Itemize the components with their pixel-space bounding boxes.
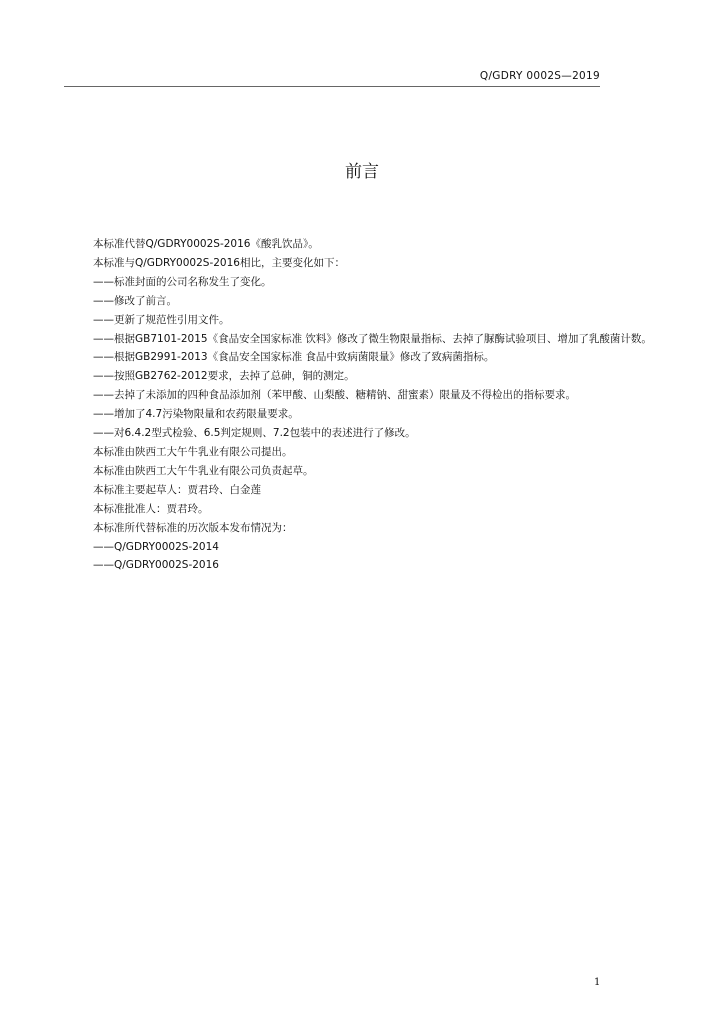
page-number: 1 xyxy=(594,977,601,988)
change-item: ——根据GB2991-2013《食品安全国家标准 食品中致病菌限量》修改了致病菌指标。 xyxy=(93,351,495,364)
standard-code: Q/GDRY 0002S—2019 xyxy=(479,70,600,82)
foreword-body xyxy=(67,235,663,575)
change-item: ——修改了前言。 xyxy=(93,294,177,307)
change-item: ——增加了4.7污染物限量和农药限量要求。 xyxy=(93,408,299,421)
change-item: ——根据GB7101-2015《食品安全国家标准 饮料》修改了微生物限量指标、去掉了脲酶试验项目、增加了乳酸菌计数。 xyxy=(93,332,652,345)
page-title: 前言 xyxy=(345,162,379,182)
paragraph-history-intro: 本标准所代替标准的历次版本发布情况为： xyxy=(93,521,293,534)
change-item: ——按照GB2762-2012要求，去掉了总砷，铜的测定。 xyxy=(93,370,355,383)
paragraph-proposer: 本标准由陕西工大午牛乳业有限公司提出。 xyxy=(93,445,293,458)
change-item: ——更新了规范性引用文件。 xyxy=(93,313,230,326)
paragraph-approver: 本标准批准人：贾君玲。 xyxy=(93,502,209,515)
change-item: ——标准封面的公司名称发生了变化。 xyxy=(93,275,272,288)
paragraph-main-drafters: 本标准主要起草人：贾君玲、白金莲 xyxy=(93,483,261,496)
change-item: ——对6.4.2型式检验、6.5判定规则、7.2包装中的表述进行了修改。 xyxy=(93,427,416,440)
history-item: ——Q/GDRY0002S-2016 xyxy=(93,559,219,572)
paragraph-changes-intro: 本标准与Q/GDRY0002S-2016相比，主要变化如下： xyxy=(93,256,345,269)
history-item: ——Q/GDRY0002S-2014 xyxy=(93,540,219,553)
change-item: ——去掉了未添加的四种食品添加剂（苯甲酸、山梨酸、糖精钠、甜蜜素）限量及不得检出的指标要求。 xyxy=(93,389,576,402)
paragraph-drafter: 本标准由陕西工大午牛乳业有限公司负责起草。 xyxy=(93,464,314,477)
paragraph-replaces: 本标准代替Q/GDRY0002S-2016《酸乳饮品》。 xyxy=(93,238,319,250)
header-rule xyxy=(64,86,600,87)
